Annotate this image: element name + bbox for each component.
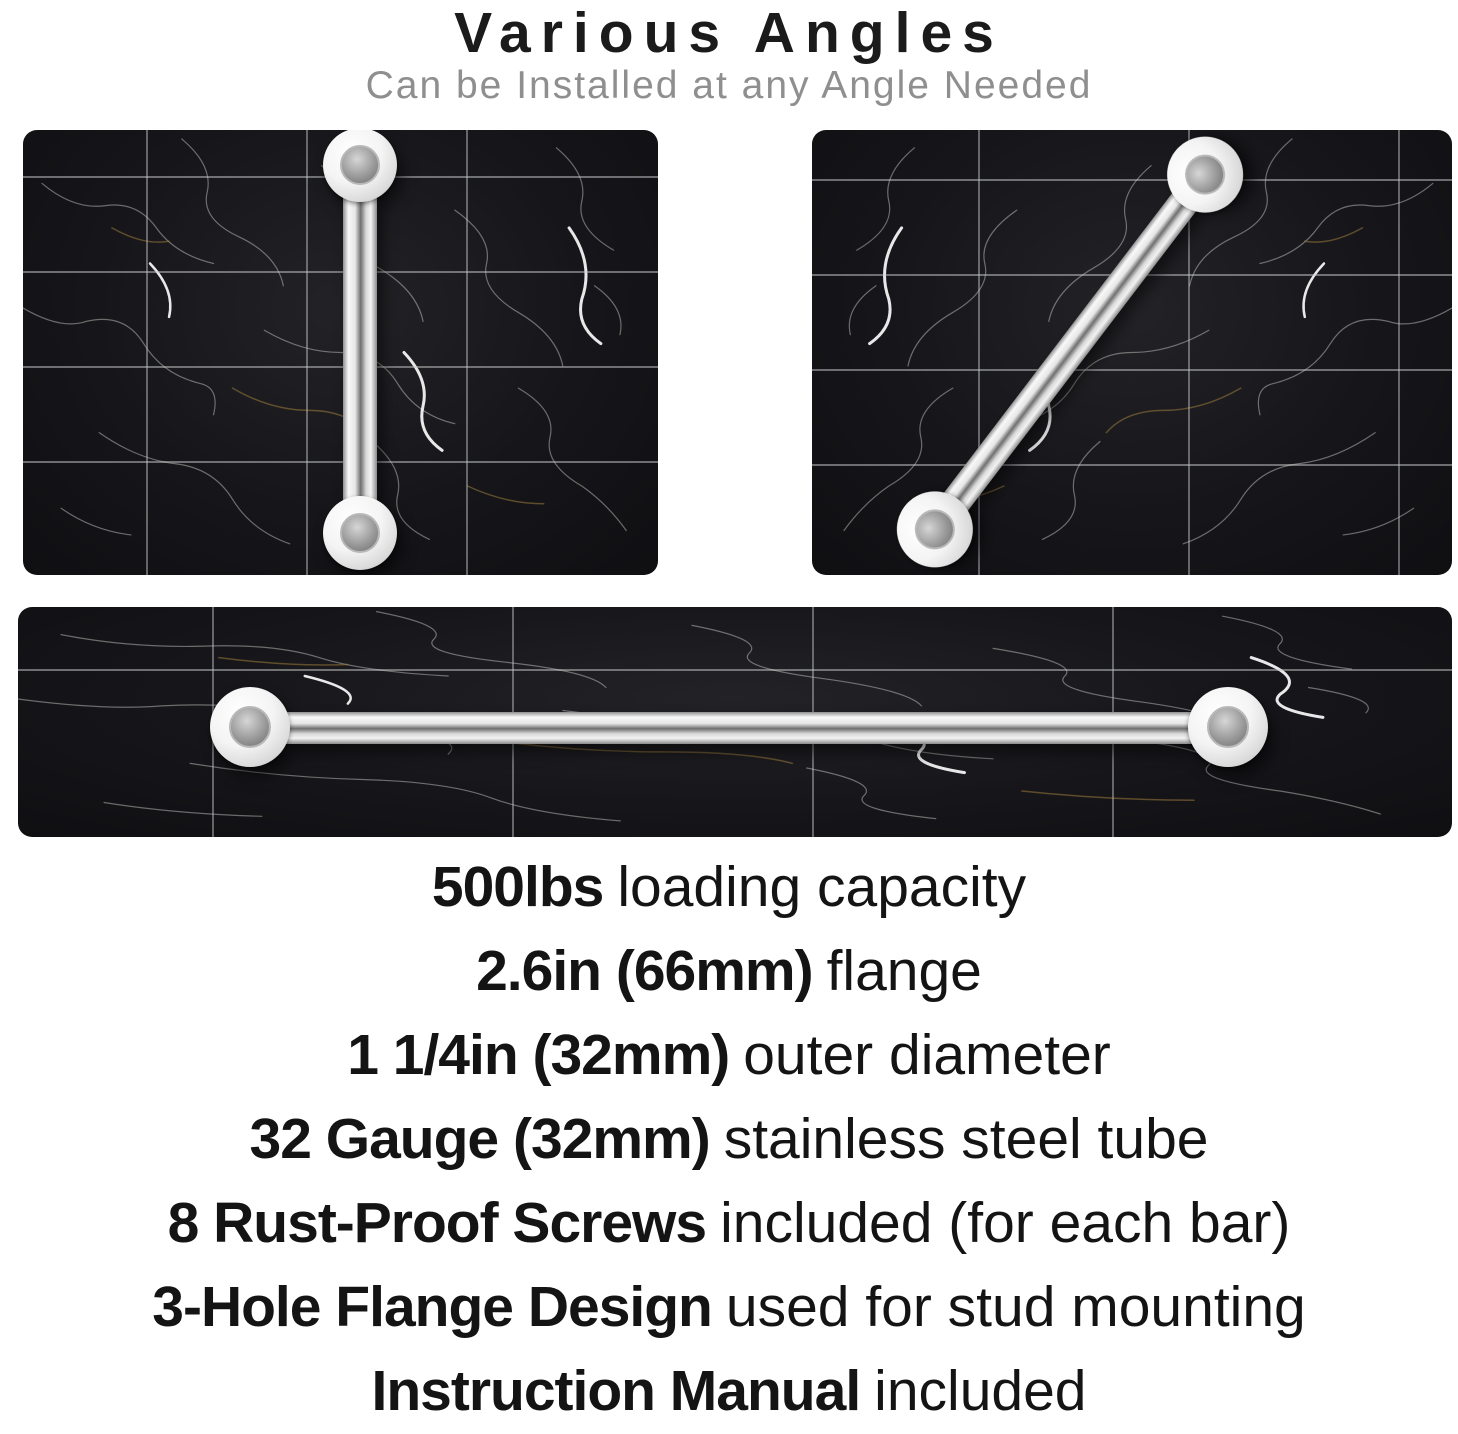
spec-line-flange-design <box>0 1265 1458 1349</box>
spec-value: 32 Gauge (32mm) <box>249 1107 710 1171</box>
photo-vertical-grab-bar <box>23 130 658 575</box>
spec-value: 8 Rust-Proof Screws <box>167 1191 707 1255</box>
spec-label: outer diameter <box>743 1023 1111 1087</box>
spec-line-gauge <box>0 1097 1458 1181</box>
spec-label: flange <box>826 939 982 1003</box>
spec-label: used for stud mounting <box>725 1275 1306 1339</box>
flange-hub <box>1207 706 1249 748</box>
flange-hub <box>229 706 271 748</box>
grab-bar-horizontal <box>210 687 1268 767</box>
grab-bar-vertical <box>323 130 397 575</box>
page-subtitle: Can be Installed at any Angle Needed <box>365 64 1093 107</box>
spec-label: loading capacity <box>617 855 1027 919</box>
spec-value: 500lbs <box>431 855 604 919</box>
photo-horizontal-grab-bar <box>18 607 1452 837</box>
grab-bar-tube <box>343 165 377 535</box>
flange-hub <box>340 513 380 553</box>
spec-label: included <box>874 1359 1087 1423</box>
spec-list <box>0 845 1458 1433</box>
spec-value: Instruction Manual <box>371 1359 861 1423</box>
spec-label: included (for each bar) <box>720 1191 1291 1255</box>
spec-line-manual <box>0 1349 1458 1433</box>
spec-label: stainless steel tube <box>723 1107 1209 1171</box>
spec-value: 1 1/4in (32mm) <box>347 1023 730 1087</box>
spec-line-outer-diameter <box>0 1013 1458 1097</box>
spec-line-flange-size <box>0 929 1458 1013</box>
spec-line-screws <box>0 1181 1458 1265</box>
spec-line-loading-capacity <box>0 845 1458 929</box>
flange-hub <box>340 145 380 185</box>
header <box>0 0 1458 108</box>
spec-value: 2.6in (66mm) <box>476 939 813 1003</box>
spec-value: 3-Hole Flange Design <box>152 1275 712 1339</box>
photo-row <box>23 130 1452 575</box>
photo-diagonal-grab-bar <box>812 130 1452 575</box>
grab-bar-tube <box>250 712 1228 744</box>
page-title: Various Angles <box>454 1 1004 65</box>
